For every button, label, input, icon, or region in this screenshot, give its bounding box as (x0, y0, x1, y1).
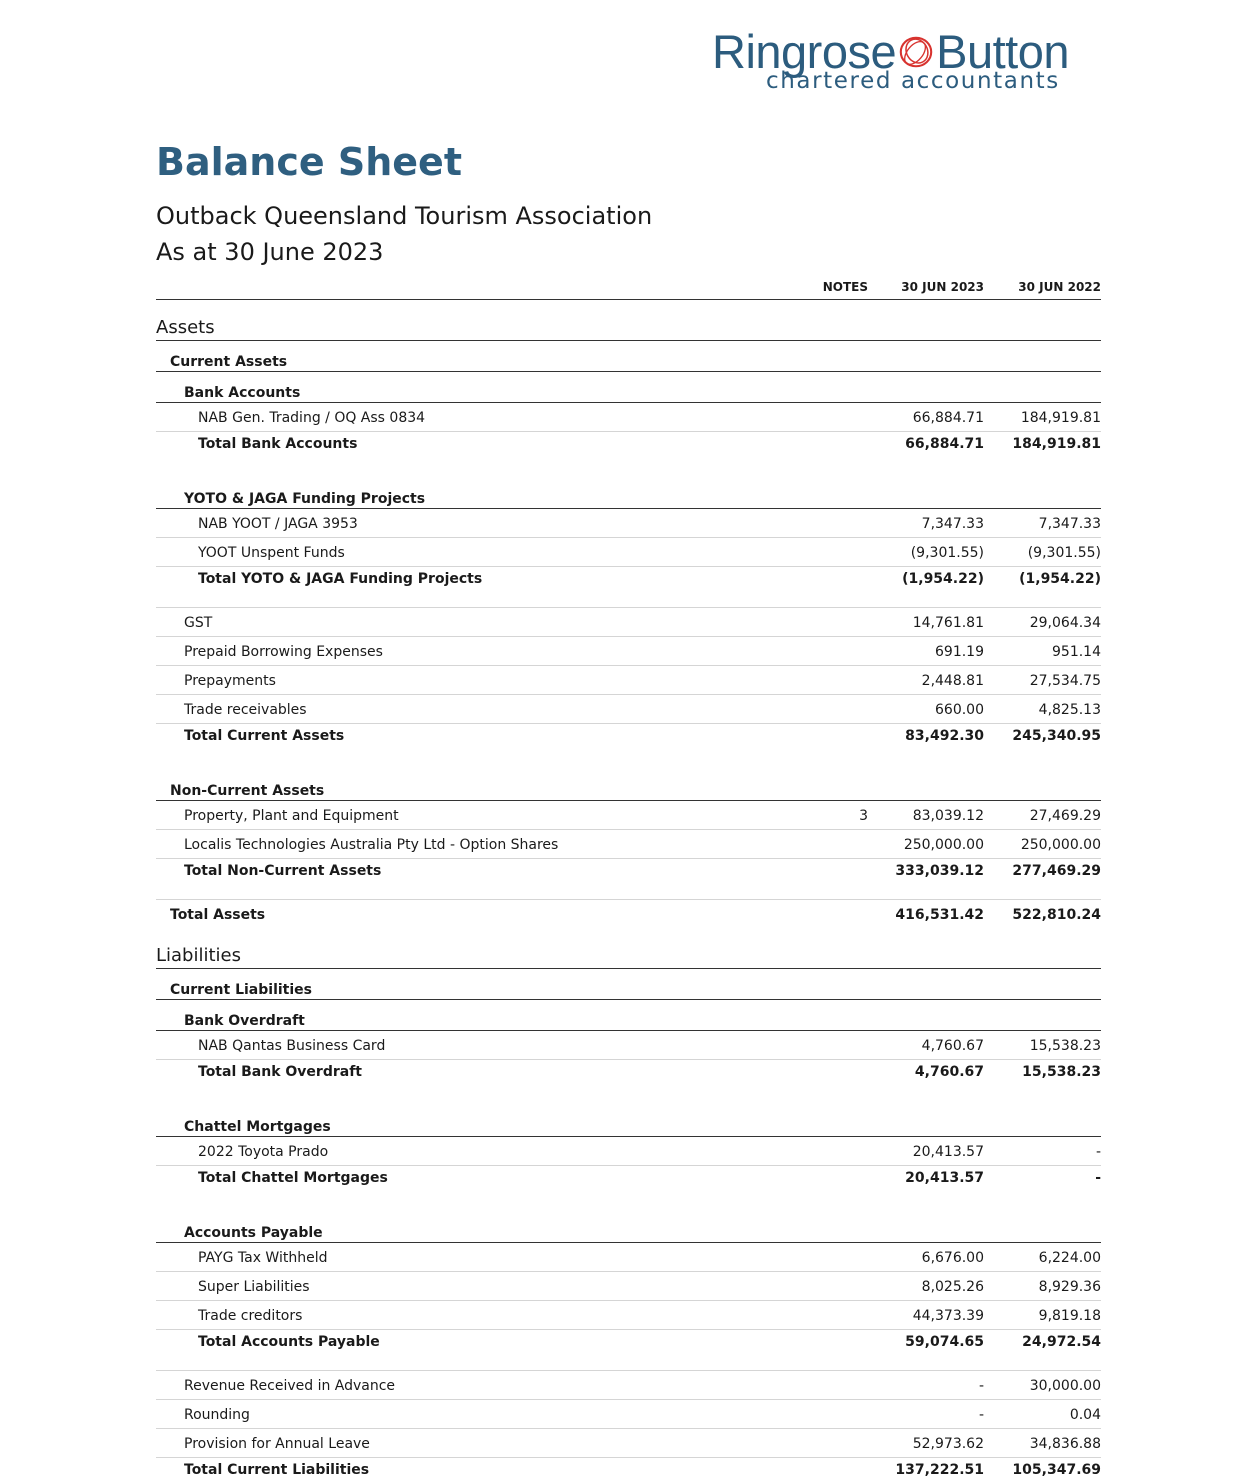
value-2023: 250,000.00 (903, 837, 984, 853)
value-2023: 20,413.57 (905, 1170, 984, 1186)
table-row (156, 637, 1101, 666)
value-2022: 245,340.95 (1012, 728, 1101, 744)
value-2022: 184,919.81 (1020, 410, 1101, 426)
section-heading (156, 300, 1101, 341)
row-label: GST (184, 615, 213, 631)
table-row (156, 1243, 1101, 1272)
total-row (156, 567, 1101, 589)
group-header (156, 1000, 1101, 1031)
spacer (156, 1082, 1101, 1106)
row-label: Total Chattel Mortgages (198, 1170, 388, 1186)
table-row (156, 1137, 1101, 1166)
row-label: Prepaid Borrowing Expenses (184, 644, 383, 660)
value-2022: 184,919.81 (1012, 436, 1101, 452)
row-label: Revenue Received in Advance (184, 1378, 396, 1394)
logo-tagline: chartered accountants (766, 68, 1060, 94)
row-label: Current Assets (170, 354, 288, 370)
row-label: Total Current Assets (184, 728, 345, 744)
group-header (156, 969, 1101, 1000)
column-header-current-year: 30 JUN 2023 (901, 280, 984, 294)
row-label: Total Non-Current Assets (184, 863, 382, 879)
value-2023: (1,954.22) (902, 571, 984, 587)
row-label: YOTO & JAGA Funding Projects (184, 491, 426, 507)
logo-word-ringrose: Ringrose (712, 25, 897, 78)
value-2022: 6,224.00 (1038, 1250, 1101, 1266)
row-label: Total Accounts Payable (198, 1334, 380, 1350)
row-label: 2022 Toyota Prado (198, 1144, 329, 1160)
table-row (156, 403, 1101, 432)
value-2023: 14,761.81 (912, 615, 984, 631)
row-label: NAB YOOT / JAGA 3953 (198, 516, 358, 532)
table-row (156, 900, 1101, 928)
row-label: Prepayments (184, 673, 276, 689)
table-row (156, 509, 1101, 538)
row-label: Localis Technologies Australia Pty Ltd - Option Shares (184, 837, 559, 853)
value-2022: 105,347.69 (1012, 1462, 1101, 1478)
group-header (156, 770, 1101, 801)
row-label: Trade receivables (184, 702, 307, 718)
value-2023: 660.00 (935, 702, 984, 718)
value-2023: 8,025.26 (921, 1279, 984, 1295)
table-row (156, 801, 1101, 830)
value-2022: 24,972.54 (1022, 1334, 1101, 1350)
group-header (156, 372, 1101, 403)
value-2022: 34,836.88 (1029, 1436, 1101, 1452)
total-row (156, 1330, 1101, 1352)
value-2023: 20,413.57 (912, 1144, 984, 1160)
value-2022: 27,534.75 (1029, 673, 1101, 689)
value-2022: 9,819.18 (1038, 1308, 1101, 1324)
row-label: Rounding (184, 1407, 250, 1423)
table-row (156, 1272, 1101, 1301)
value-2023: 66,884.71 (912, 410, 984, 426)
row-label: NAB Qantas Business Card (198, 1038, 386, 1054)
table-body (156, 300, 1101, 1480)
value-2022: 27,469.29 (1029, 808, 1101, 824)
value-2022: 250,000.00 (1020, 837, 1101, 853)
value-2022: 8,929.36 (1038, 1279, 1101, 1295)
spacer (156, 1352, 1101, 1371)
group-header (156, 341, 1101, 372)
ringrose-button-logo (712, 25, 1104, 94)
value-2023: 6,676.00 (921, 1250, 984, 1266)
total-row (156, 724, 1101, 746)
row-label: YOOT Unspent Funds (198, 545, 345, 561)
spacer (156, 454, 1101, 478)
value-2023: 83,492.30 (905, 728, 984, 744)
note-reference: 3 (859, 808, 868, 824)
value-2022: 30,000.00 (1029, 1378, 1101, 1394)
value-2022: 4,825.13 (1038, 702, 1101, 718)
value-2022: 15,538.23 (1022, 1064, 1101, 1080)
row-label: Current Liabilities (170, 982, 312, 998)
value-2023: 52,973.62 (912, 1436, 984, 1452)
spacer (156, 1188, 1101, 1212)
row-label: Total YOTO & JAGA Funding Projects (198, 571, 483, 587)
value-2023: - (978, 1407, 984, 1423)
row-label: Bank Overdraft (184, 1013, 305, 1029)
table-row (156, 695, 1101, 724)
row-label: PAYG Tax Withheld (198, 1250, 328, 1266)
report-date: As at 30 June 2023 (156, 238, 384, 266)
column-header-row (156, 272, 1101, 300)
value-2023: 691.19 (935, 644, 984, 660)
value-2023: 66,884.71 (905, 436, 984, 452)
table-row (156, 1400, 1101, 1429)
total-row (156, 1166, 1101, 1188)
row-label: Total Bank Accounts (198, 436, 358, 452)
value-2023: - (978, 1378, 984, 1394)
value-2022: 0.04 (1069, 1407, 1101, 1423)
group-header (156, 1106, 1101, 1137)
row-label: Chattel Mortgages (184, 1119, 331, 1135)
row-label: Total Assets (170, 907, 266, 923)
value-2022: - (1095, 1170, 1101, 1186)
row-label: Provision for Annual Leave (184, 1436, 370, 1452)
total-row (156, 1458, 1101, 1480)
spacer (156, 881, 1101, 900)
table-row (156, 666, 1101, 695)
row-label: Assets (156, 317, 215, 338)
balance-sheet-table (156, 272, 1101, 1480)
group-header (156, 478, 1101, 509)
row-label: Accounts Payable (184, 1225, 323, 1241)
value-2023: 4,760.67 (921, 1038, 984, 1054)
value-2022: 29,064.34 (1029, 615, 1101, 631)
row-label: Trade creditors (198, 1308, 303, 1324)
value-2023: 137,222.51 (895, 1462, 984, 1478)
row-label: Total Current Liabilities (184, 1462, 370, 1478)
value-2023: 59,074.65 (905, 1334, 984, 1350)
value-2023: 44,373.39 (912, 1308, 984, 1324)
table-row (156, 1301, 1101, 1330)
spacer (156, 589, 1101, 608)
row-label: Bank Accounts (184, 385, 301, 401)
row-label: NAB Gen. Trading / OQ Ass 0834 (198, 410, 426, 426)
column-header-prior-year: 30 JUN 2022 (1018, 280, 1101, 294)
total-row (156, 859, 1101, 881)
value-2022: 951.14 (1052, 644, 1101, 660)
value-2023: 333,039.12 (895, 863, 984, 879)
value-2022: (9,301.55) (1027, 545, 1101, 561)
value-2022: (1,954.22) (1019, 571, 1101, 587)
row-label: Non-Current Assets (170, 783, 325, 799)
table-row (156, 1371, 1101, 1400)
row-label: Liabilities (156, 945, 241, 966)
table-row (156, 538, 1101, 567)
value-2022: 15,538.23 (1029, 1038, 1101, 1054)
column-header-notes: NOTES (822, 280, 868, 294)
section-heading (156, 928, 1101, 969)
value-2023: 7,347.33 (921, 516, 984, 532)
group-header (156, 1212, 1101, 1243)
value-2022: 277,469.29 (1012, 863, 1101, 879)
logo-swirl-icon (897, 33, 935, 71)
page-title: Balance Sheet (156, 140, 462, 184)
value-2023: 416,531.42 (895, 907, 984, 923)
table-row (156, 1429, 1101, 1458)
organisation-name: Outback Queensland Tourism Association (156, 202, 653, 230)
value-2022: 7,347.33 (1038, 516, 1101, 532)
value-2023: (9,301.55) (910, 545, 984, 561)
table-row (156, 1031, 1101, 1060)
value-2022: - (1095, 1144, 1101, 1160)
table-row (156, 830, 1101, 859)
total-row (156, 432, 1101, 454)
row-label: Property, Plant and Equipment (184, 808, 399, 824)
value-2023: 83,039.12 (912, 808, 984, 824)
value-2022: 522,810.24 (1012, 907, 1101, 923)
value-2023: 2,448.81 (921, 673, 984, 689)
logo-word-button: Button (936, 25, 1069, 78)
table-row (156, 608, 1101, 637)
value-2023: 4,760.67 (914, 1064, 984, 1080)
total-row (156, 1060, 1101, 1082)
row-label: Total Bank Overdraft (198, 1064, 362, 1080)
spacer (156, 746, 1101, 770)
row-label: Super Liabilities (198, 1279, 310, 1295)
